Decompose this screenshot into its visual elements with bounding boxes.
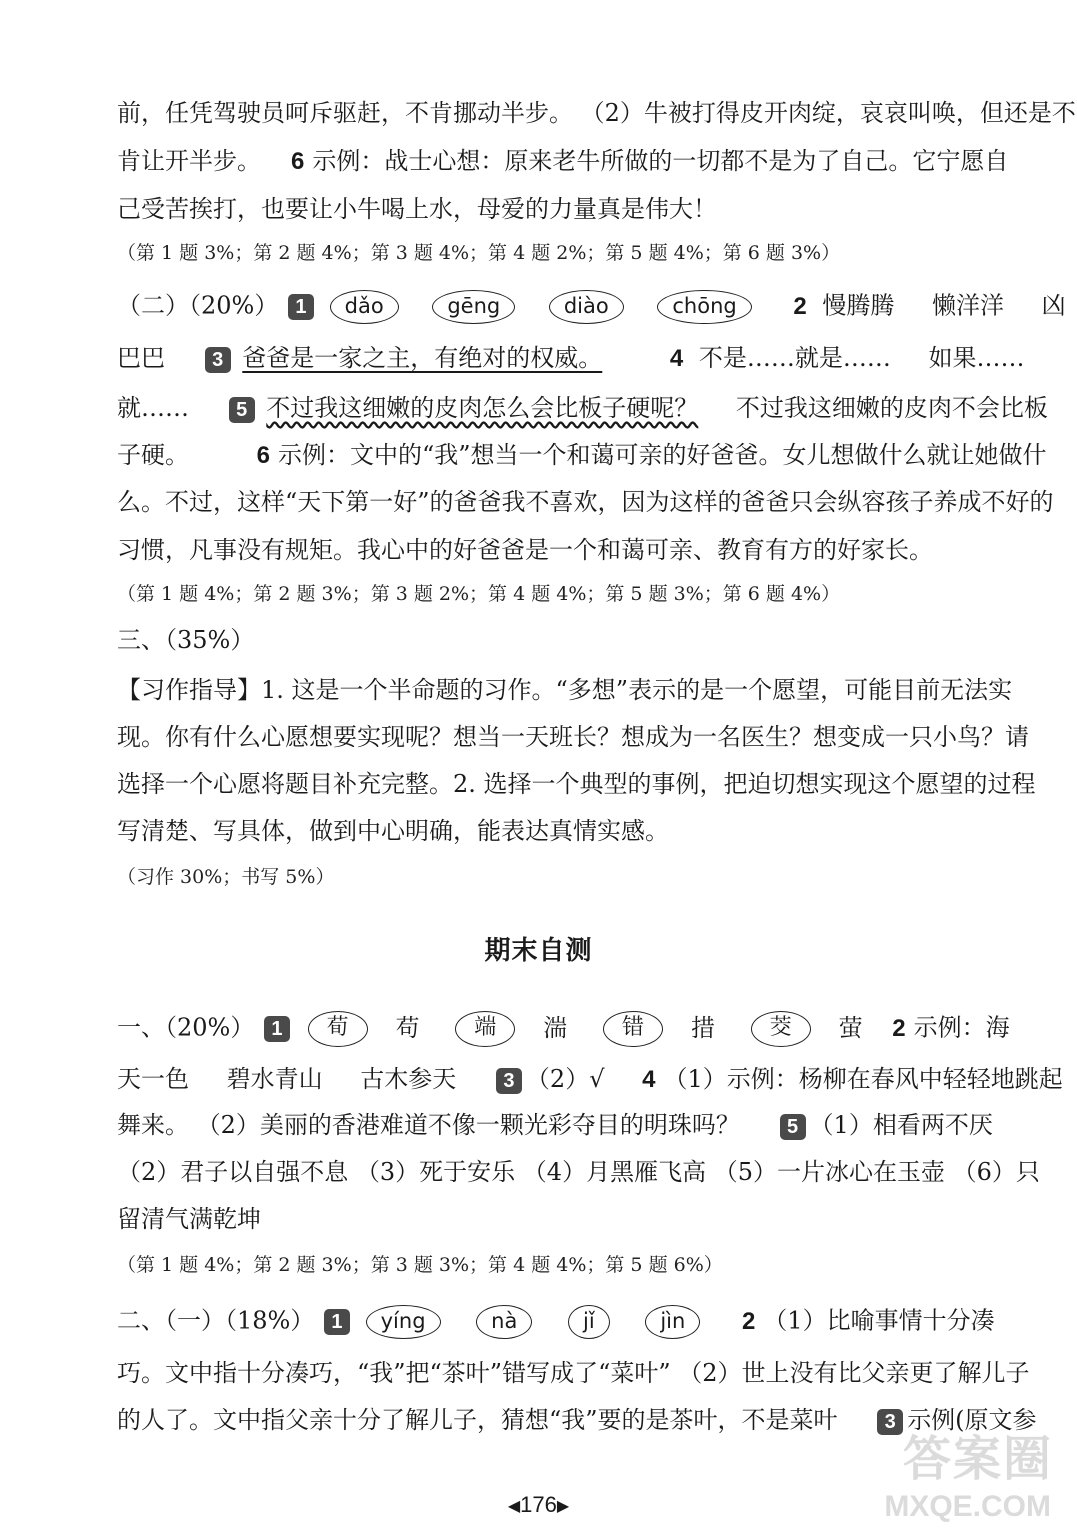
plain-character: 湍 [543,1013,568,1042]
page-number-text: 176 [520,1492,557,1517]
left-triangle-icon: ◀ [507,1498,521,1516]
pinyin-oval: yíng [366,1305,441,1339]
plain-character: 萤 [838,1013,863,1042]
text-span: 如果…… [928,344,1025,372]
text-line: 现。你有什么心愿想要实现呢？想当一天班长？想成为一名医生？想变成一只小鸟？请 [117,723,1029,751]
question-number-badge: 3 [877,1409,903,1435]
text-line [117,290,1066,324]
score-line: （习作 30%；书写 5%） [117,866,335,888]
text-line: 巧。文中指十分凑巧，“我”把“茶叶”错写成了“菜叶” （2）世上没有比父亲更了解儿子 [117,1359,1030,1387]
section-title: 期末自测 [484,936,593,966]
circled-character: 错 [603,1011,663,1047]
section-head: （二）（20%） [117,291,279,320]
text-span: （1）比喻事情十分凑 [763,1306,995,1335]
text-line: 己受苦挨打，也要让小牛喝上水，母爱的力量真是伟大！ [117,195,717,223]
score-line: （第 1 题 4%；第 2 题 3%；第 3 题 3%；第 4 题 4%；第 5 题 6%） [117,1254,723,1276]
text-span: 示例：战士心想：原来老牛所做的一切都不是为了自己。它宁愿自 [312,147,1009,175]
question-number: 6 [256,442,270,469]
question-number-badge: 5 [780,1114,806,1140]
section-head: 二、（一）（18%） [117,1306,315,1335]
text-line [117,343,1025,374]
text-line [117,440,1047,471]
circled-character: 茭 [751,1011,811,1047]
score-line: （第 1 题 4%；第 2 题 3%；第 3 题 2%；第 4 题 4%；第 5 题 3%；第 6 题 4%） [117,583,841,605]
question-number: 6 [291,148,305,175]
question-number-badge: 1 [288,294,314,320]
text-span: 巴巴 [117,344,165,372]
text-span: 凶 [1041,291,1066,320]
text-span: 就…… [117,394,189,422]
question-number: 2 [793,292,807,320]
pinyin-oval: chōng [657,290,751,324]
text-line: 习惯，凡事没有规矩。我心中的好爸爸是一个和蔼可亲、教育有方的好家长。 [117,536,933,564]
text-line [117,1011,1010,1047]
question-number: 2 [892,1014,906,1042]
question-number: 4 [642,1066,656,1093]
text-line: 选择一个心愿将题目补充完整。2. 选择一个典型的事例，把迫切想实现这个愿望的过程 [117,770,1036,798]
section-head: 一、（20%） [117,1013,255,1042]
text-span: 舞来。 （2）美丽的香港难道不像一颗光彩夺目的明珠吗？ [117,1111,740,1139]
text-span: （2）√ [525,1065,605,1093]
circled-character: 荀 [308,1011,368,1047]
watermark-logo [884,1416,1059,1526]
question-number: 4 [669,345,684,372]
watermark-url: MXQE.COM [884,1490,1051,1523]
text-span: 示例：文中的“我”想当一个和蔼可亲的好爸爸。女儿想做什么就让她做什 [278,441,1047,469]
underlined-answer: 爸爸是一家之主，有绝对的权威。 [242,344,603,372]
text-line [117,1110,993,1140]
question-number: 2 [741,1307,756,1335]
text-span: （1）相看两不厌 [809,1111,993,1139]
pinyin-oval: diào [549,290,624,324]
text-span: 不是……就是…… [698,344,891,372]
text-span: 慢腾腾 [822,291,895,320]
question-number-badge: 5 [229,397,255,423]
text-line: （2）君子以自强不息 （3）死于安乐 （4）月黑雁飞高 （5）一片冰心在玉壶 （6）只 [117,1158,1040,1186]
pinyin-oval: jǐ [568,1305,610,1339]
text-span: 古木参天 [360,1065,457,1093]
text-line: 【习作指导】1. 这是一个半命题的习作。“多想”表示的是一个愿望，可能目前无法实 [117,676,1013,704]
pinyin-oval: nà [476,1305,532,1339]
question-number-badge: 1 [264,1016,290,1042]
text-span: 示例：海 [913,1013,1010,1042]
text-span: 肯让开半步。 [117,147,261,175]
text-span: 的人了。文中指父亲十分了解儿子，猜想“我”要的是茶叶，不是菜叶 [117,1406,838,1434]
text-line: 写清楚、写具体，做到中心明确，能表达真情实感。 [117,817,669,845]
circled-character: 端 [455,1011,515,1047]
text-span: （1）示例：杨柳在春风中轻轻地跳起 [663,1065,1063,1093]
score-line: （第 1 题 3%；第 2 题 4%；第 3 题 4%；第 4 题 2%；第 5 题 4%；第 6 题 3%） [117,242,841,264]
plain-character: 苟 [395,1013,420,1042]
text-span: 天一色 [117,1065,189,1093]
text-line [117,1405,1037,1435]
question-number-badge: 1 [324,1309,350,1335]
pinyin-oval: dǎo [330,290,399,324]
text-line: 么。不过，这样“天下第一好”的爸爸我不喜欢，因为这样的爸爸只会纵容孩子养成不好的 [117,488,1054,516]
text-span: 碧水青山 [226,1065,323,1093]
wavy-underlined-answer: 不过我这细嫩的皮肉怎么会比板子硬呢？ [266,394,699,422]
watermark-text: 答案圈 [902,1431,1053,1487]
text-line [117,146,1009,177]
question-number-badge: 3 [496,1068,522,1094]
text-line [117,393,1048,423]
right-triangle-icon: ▶ [556,1498,570,1516]
text-line: 前，任凭驾驶员呵斥驱赶，不肯挪动半步。 （2）牛被打得皮开肉绽，哀哀叫唤，但还是不 [117,99,1076,127]
plain-character: 措 [690,1013,715,1042]
text-line: 留清气满乾坤 [117,1205,261,1233]
text-span: 不过我这细嫩的皮肉不会比板 [735,394,1048,422]
text-span: 示例(原文参 [907,1406,1037,1434]
pinyin-oval: gēng [432,290,515,324]
text-line [117,1064,1063,1095]
text-line [117,1305,995,1339]
section-head: 三、（35%） [117,626,255,654]
pinyin-oval: jìn [645,1305,700,1339]
text-span: 懒洋洋 [932,291,1004,320]
question-number-badge: 3 [205,347,231,373]
text-span: 子硬。 [117,441,189,469]
